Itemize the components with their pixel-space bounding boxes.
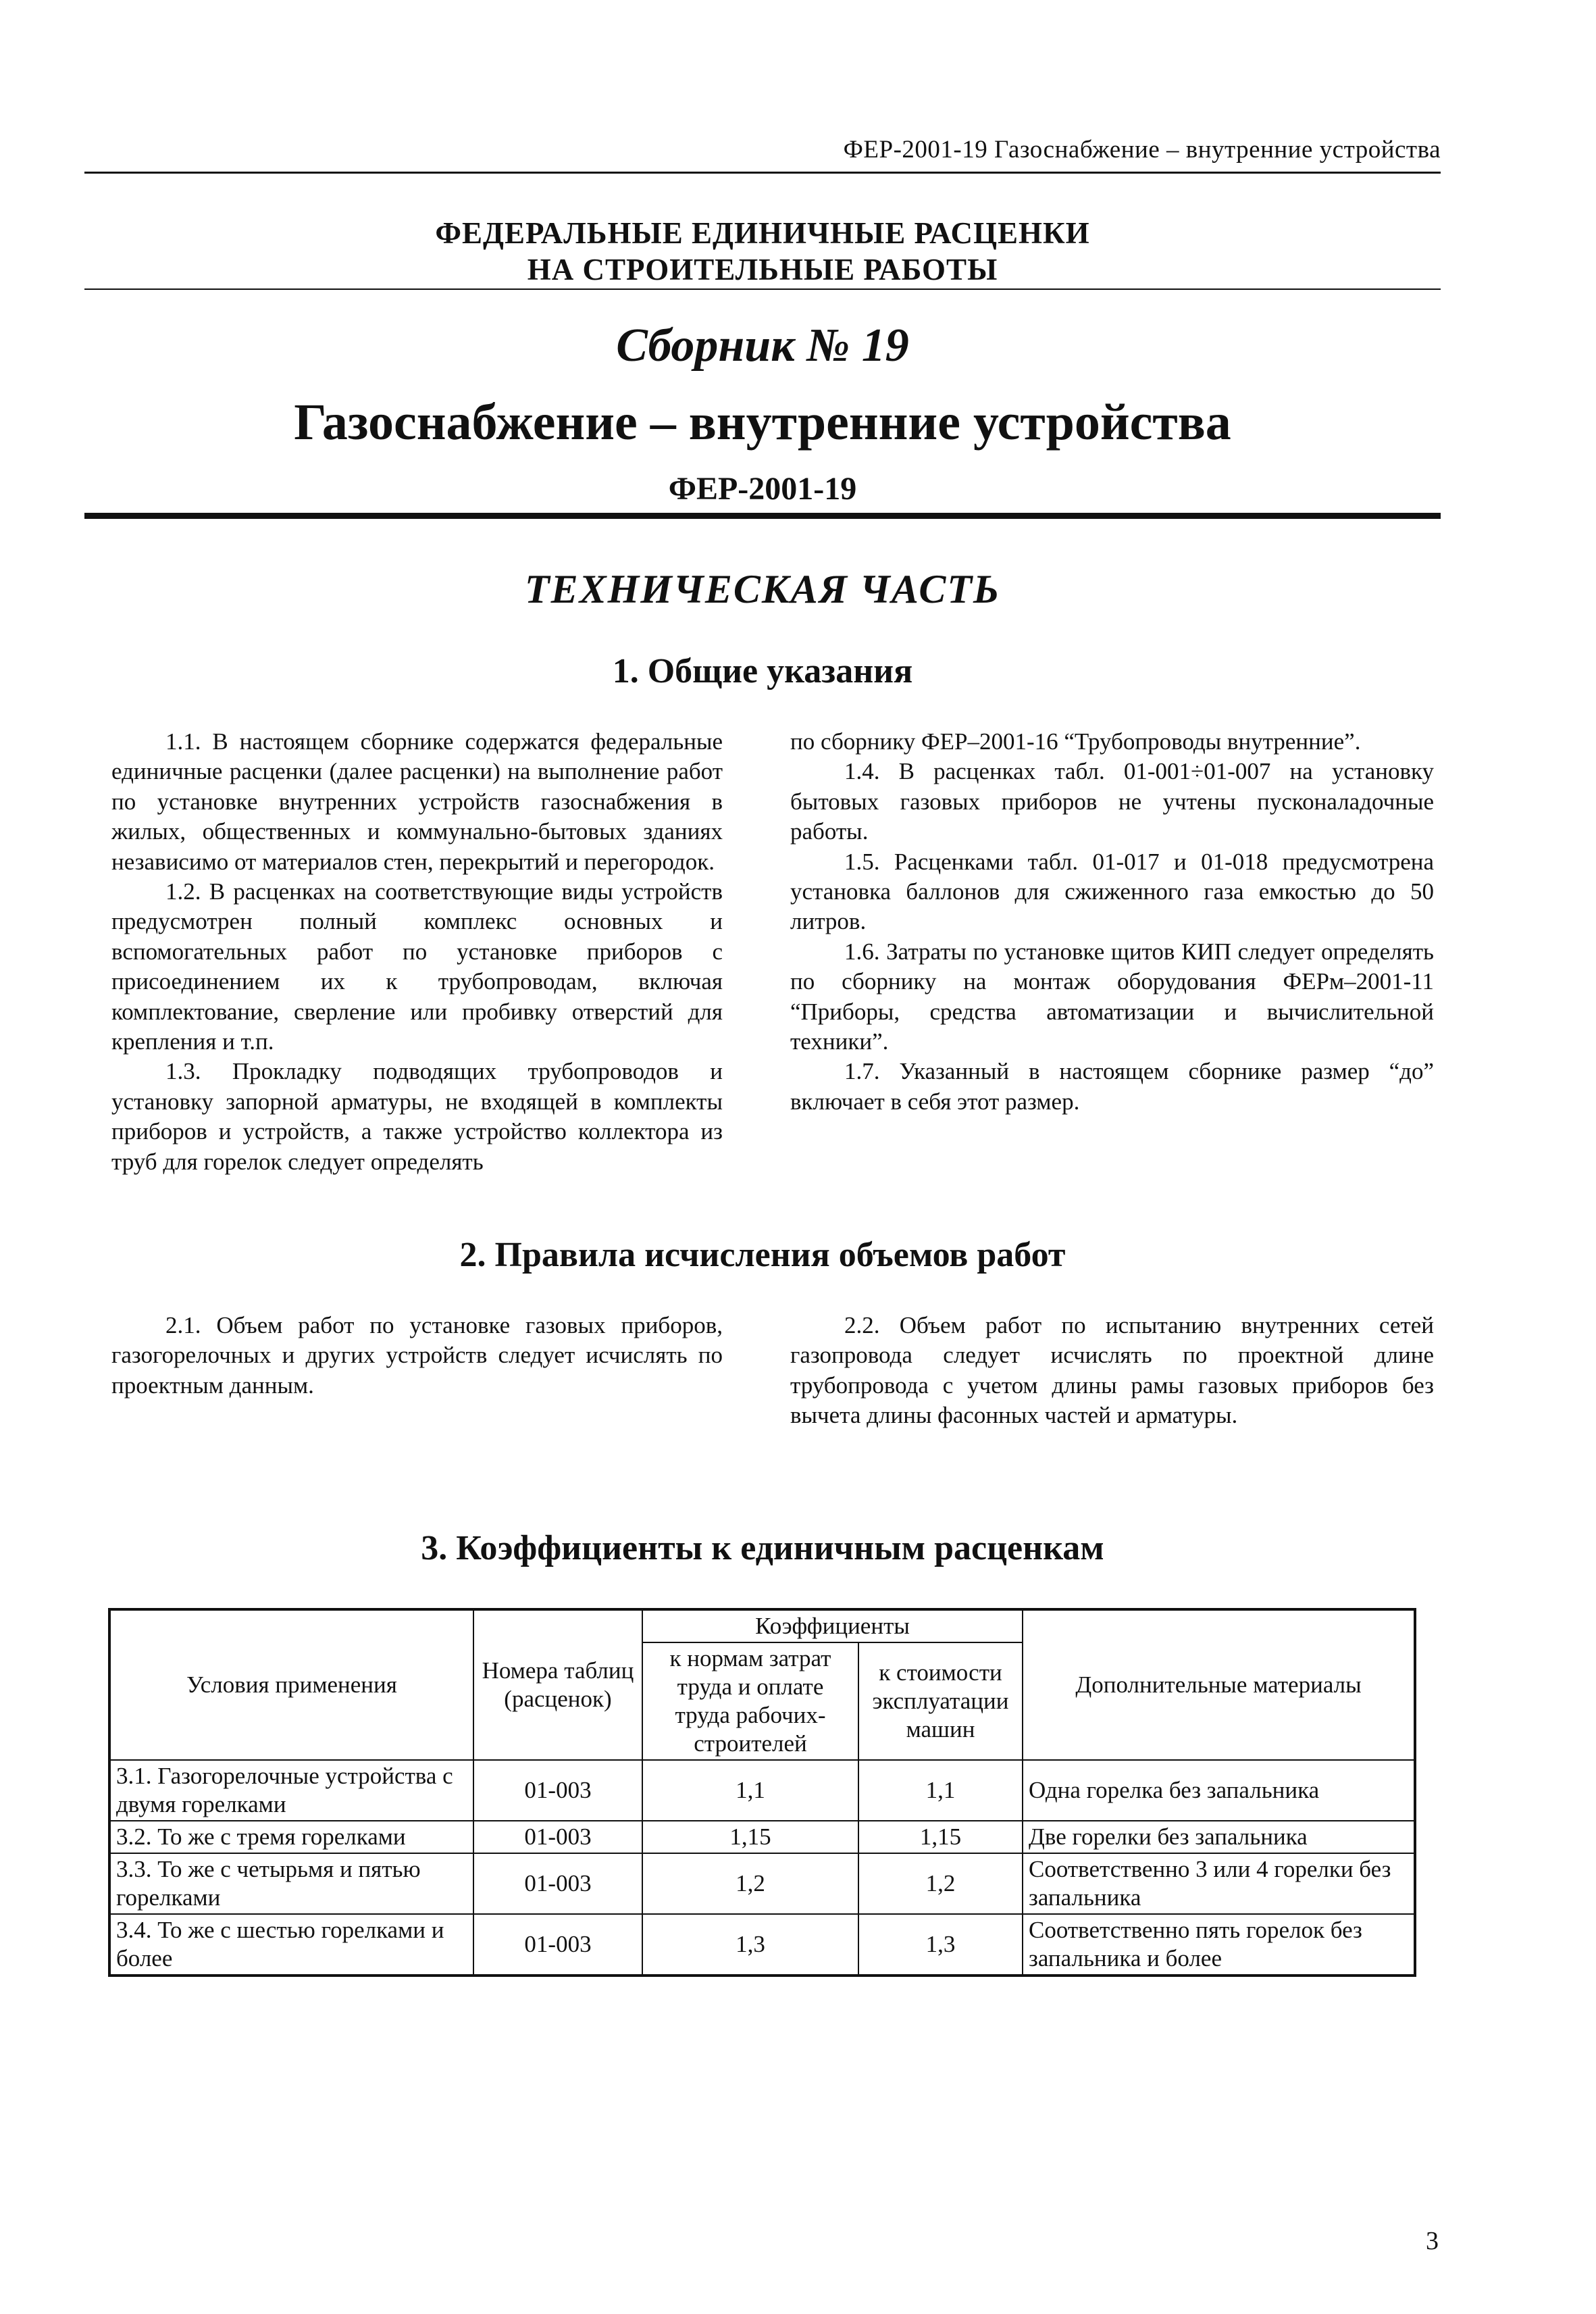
header-conditions: Условия применения (109, 1609, 473, 1760)
federal-title-line-1: ФЕДЕРАЛЬНЫЕ ЕДИНИЧНЫЕ РАСЦЕНКИ (435, 216, 1090, 250)
table-row (109, 1914, 1415, 1976)
paragraph-1-2: 1.2. В расценках на соответствующие виды устройств предусмотрен полный комплекс основных и вспомогательных работ по установке приборов с присоединением их к трубопроводам, включая комплектование, сверление или пробивку отверстий для крепления и т.п. (111, 878, 723, 1055)
paragraph-1-6: 1.6. Затраты по установке щитов КИП следует определять по сборнику на монтаж оборудования ФЕРм–2001-11 “Приборы, средства автоматизации и вычислительной техники”. (790, 938, 1434, 1055)
cell-number: 01-003 (473, 1853, 642, 1914)
section-1-right-column (790, 727, 1434, 1117)
cell-labor: 1,2 (642, 1853, 858, 1914)
technical-part-heading: ТЕХНИЧЕСКАЯ ЧАСТЬ (524, 567, 1001, 611)
cell-labor: 1,15 (642, 1821, 858, 1853)
cell-labor: 1,3 (642, 1914, 858, 1976)
cell-condition: 3.1. Газогорелочные устройства с двумя горелками (109, 1760, 473, 1821)
cell-condition: 3.2. То же с тремя горелками (109, 1821, 473, 1853)
collection-name: Сборник № 19 (616, 320, 909, 372)
section-3-heading: 3. Коэффициенты к единичным расценкам (421, 1529, 1104, 1567)
cell-machines: 1,15 (858, 1821, 1023, 1853)
paragraph-1-7: 1.7. Указанный в настоящем сборнике размер “до” включает в себя этот размер. (790, 1058, 1434, 1115)
paragraph-1-3-continued: по сборнику ФЕР–2001-16 “Трубопроводы внутренние”. (790, 728, 1361, 755)
paragraph-2-1: 2.1. Объем работ по установке газовых приборов, газогорелочных и других устройств следует исчислять по проектным данным. (111, 1312, 723, 1399)
cell-materials: Соответственно пять горелок без запальника и более (1023, 1914, 1415, 1976)
cell-machines: 1,2 (858, 1853, 1023, 1914)
section-2-heading: 2. Правила исчисления объемов работ (459, 1236, 1066, 1274)
page-number: 3 (1426, 2227, 1439, 2255)
cell-machines: 1,3 (858, 1914, 1023, 1976)
paragraph-1-3: 1.3. Прокладку подводящих трубопроводов и установку запорной арматуры, не входящей в комплекты приборов и устройств, а также устройство коллектора из труб для горелок следует определять (111, 1058, 723, 1175)
thick-rule (84, 513, 1441, 519)
coefficients-table (108, 1608, 1416, 1977)
header-materials: Дополнительные материалы (1023, 1609, 1415, 1760)
table-row (109, 1821, 1415, 1853)
title-rule (84, 288, 1441, 290)
paragraph-1-1: 1.1. В настоящем сборнике содержатся федеральные единичные расценки (далее расценки) на выполнение работ по установке внутренних устройств газоснабжения в жилых, общественных и коммунально-бытовых зданиях независимо от материалов стен, перекрытий и перегородок. (111, 728, 723, 875)
header-table-numbers: Номера таблиц (расценок) (473, 1609, 642, 1760)
section-1-left-column (111, 727, 723, 1177)
paragraph-1-4: 1.4. В расценках табл. 01-001÷01-007 на установку бытовых газовых приборов не учтены пусконаладочные работы. (790, 758, 1434, 845)
cell-materials: Две горелки без запальника (1023, 1821, 1415, 1853)
cell-condition: 3.3. То же с четырьмя и пятью горелками (109, 1853, 473, 1914)
code-title: ФЕР-2001-19 (668, 471, 857, 507)
table-header-row (109, 1609, 1415, 1642)
federal-title-line-2: НА СТРОИТЕЛЬНЫЕ РАБОТЫ (527, 253, 998, 286)
federal-title (84, 215, 1441, 288)
paragraph-1-5: 1.5. Расценками табл. 01-017 и 01-018 предусмотрена установка баллонов для сжиженного газа емкостью до 50 литров. (790, 848, 1434, 935)
cell-condition: 3.4. То же с шестью горелками и более (109, 1914, 473, 1976)
header-labor: к нормам затрат труда и оплате труда рабочих-строителей (642, 1642, 858, 1760)
cell-number: 01-003 (473, 1914, 642, 1976)
header-coefficients: Коэффициенты (642, 1609, 1023, 1642)
header-machines: к стоимости эксплуатации машин (858, 1642, 1023, 1760)
cell-materials: Одна горелка без запальника (1023, 1760, 1415, 1821)
paragraph-2-2: 2.2. Объем работ по испытанию внутренних сетей газопровода следует исчислять по проектной длине трубопровода с учетом длины рамы газовых приборов без вычета длины фасонных частей и арматуры. (790, 1312, 1434, 1429)
table-row (109, 1760, 1415, 1821)
table-row (109, 1853, 1415, 1914)
cell-machines: 1,1 (858, 1760, 1023, 1821)
cell-number: 01-003 (473, 1821, 642, 1853)
section-1-heading: 1. Общие указания (612, 652, 913, 690)
section-2-left-column (111, 1311, 723, 1401)
header-rule (84, 172, 1441, 174)
main-title: Газоснабжение – внутренние устройства (294, 394, 1231, 451)
cell-labor: 1,1 (642, 1760, 858, 1821)
section-2-right-column (790, 1311, 1434, 1431)
running-header: ФЕР-2001-19 Газоснабжение – внутренние устройства (843, 136, 1441, 164)
cell-number: 01-003 (473, 1760, 642, 1821)
cell-materials: Соответственно 3 или 4 горелки без запальника (1023, 1853, 1415, 1914)
